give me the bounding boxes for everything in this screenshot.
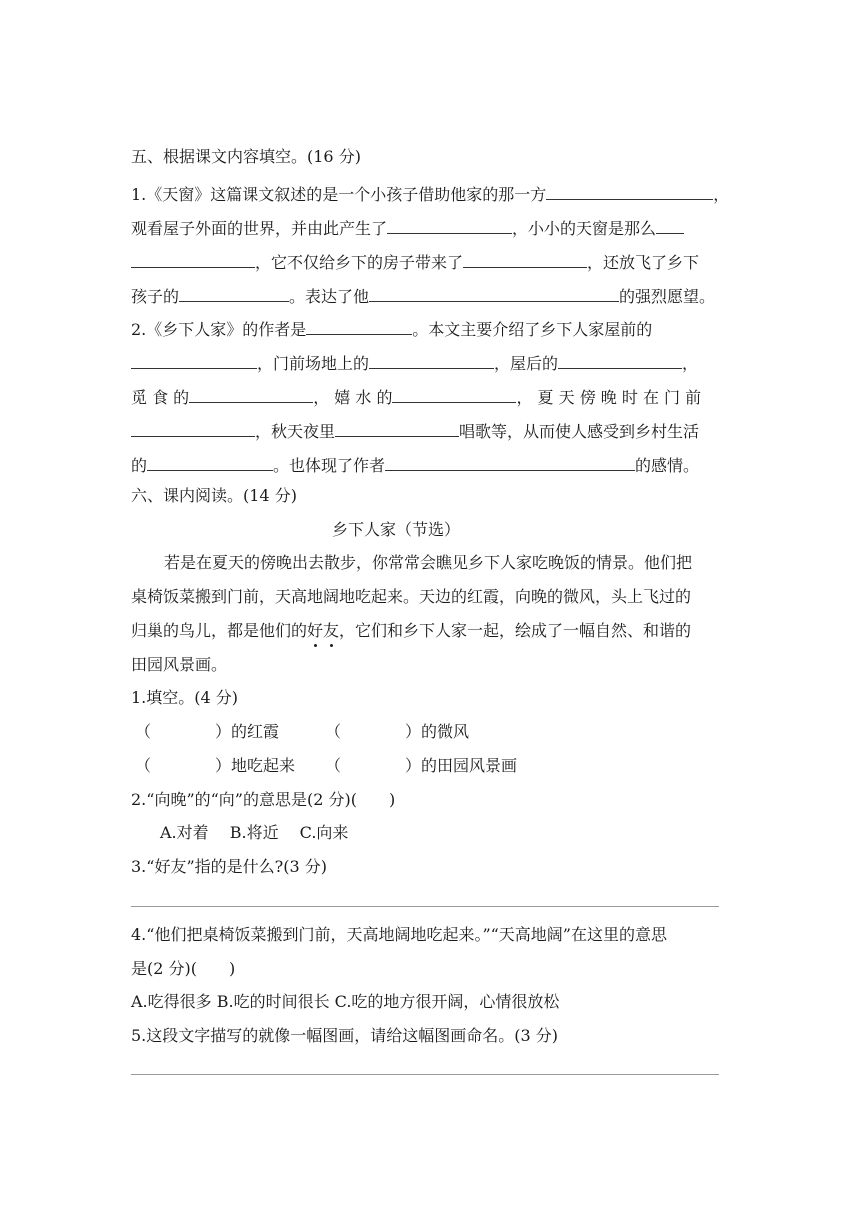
text: ，秋天夜里 [255,422,336,441]
s6-q5-label: 5.这段文字描写的就像一幅图画，请给这幅图画命名。(3 分) [131,1026,559,1045]
passage-line-1: 若是在夏天的傍晚出去散步，你常常会瞧见乡下人家吃晚饭的情景。他们把 [164,553,693,572]
s5-q2-line2 [131,352,698,372]
s5-q1-line4 [131,285,715,305]
fill-blank[interactable] [179,285,289,302]
s6-q4-line1: 4.“他们把桌椅饭菜搬到门前，天高地阔地吃起来。”“天高地阔”在这里的意思 [131,925,667,944]
s5-q1-line3 [131,251,699,271]
s5-q2-line1 [131,318,652,338]
s6-q4-options[interactable]: A.吃得很多 B.吃的时间很长 C.吃的地方很开阔，心情很放松 [131,992,560,1011]
s6-q4-line2: 是(2 分)( ) [131,959,236,978]
text: ， 嬉 水 的 [313,388,393,407]
passage-line-4: 田园风景画。 [131,655,228,674]
s5-q2-line4 [131,420,699,440]
passage-line-2: 桌椅饭菜搬到门前，天高地阔地吃起来。天边的红霞，向晚的微风，头上飞过的 [131,587,692,606]
passage-line-3 [131,621,691,641]
s6-q1-blank-b[interactable]: （ ）的微风 [325,722,470,741]
fill-blank[interactable] [463,251,587,268]
text: 觅 食 的 [131,388,190,407]
s5-q1-line1 [131,183,729,203]
text: ，它不仅给乡下的房子带来了 [255,253,464,272]
text: 的强烈愿望。 [619,287,716,306]
text: 观看屋子外面的世界，并由此产生了 [131,219,388,238]
fill-blank[interactable] [387,217,512,234]
fill-blank[interactable] [392,386,516,403]
text: ，屋后的 [494,354,559,373]
text: 。表达了他 [289,287,370,306]
fill-blank[interactable] [656,217,684,234]
fill-blank[interactable] [369,285,619,302]
s6-q1-blank-c[interactable]: （ ）地吃起来 [135,756,296,775]
section-6-heading: 六、课内阅读。(14 分) [131,486,297,505]
text: ， 夏 天 傍 晚 时 在 门 前 [516,388,702,407]
fill-blank[interactable] [385,454,635,471]
s5-q1-line2 [131,217,684,237]
text: 孩子的 [131,287,180,306]
fill-blank[interactable] [147,454,273,471]
fill-blank[interactable] [546,183,713,200]
fill-blank[interactable] [558,352,682,369]
fill-blank[interactable] [189,386,313,403]
text: 1.《天窗》这篇课文叙述的是一个小孩子借助他家的那一方 [131,185,547,204]
text: 的感情。 [635,456,700,475]
section-5-heading: 五、根据课文内容填空。(16 分) [131,147,361,166]
s6-q1-label: 1.填空。(4 分) [131,688,239,707]
s6-q2-options[interactable]: A.对着 B.将近 C.向来 [160,823,349,842]
text: 唱歌等，从而使人感受到乡村生活 [459,422,700,441]
emphasis-char: 好 [307,621,324,640]
s6-q3-label: 3.“好友”指的是什么?(3 分) [131,857,327,876]
text: ，还放飞了乡下 [587,253,700,272]
s6-q2-label: 2.“向晚”的“向”的意思是(2 分)( ) [131,790,396,809]
s5-q2-line5 [131,454,699,474]
text: ，门前场地上的 [257,354,370,373]
text: ，小小的天窗是那么 [512,219,657,238]
fill-blank[interactable] [369,352,494,369]
fill-blank[interactable] [306,318,412,335]
answer-line[interactable] [131,906,719,907]
passage-title: 乡下人家（节选） [332,520,461,539]
fill-blank[interactable] [131,420,255,437]
text: 2.《乡下人家》的作者是 [131,320,307,339]
fill-blank[interactable] [131,251,255,268]
text: ， [682,354,699,373]
s6-q1-blank-d[interactable]: （ ）的田园风景画 [325,756,518,775]
text: ， [713,185,730,204]
text: 。也体现了作者 [273,456,386,475]
answer-line[interactable] [131,1074,719,1075]
text: 的 [131,456,148,475]
s6-q1-blank-a[interactable]: （ ）的红霞 [135,722,280,741]
text: 。本文主要介绍了乡下人家屋前的 [412,320,653,339]
text: 归巢的鸟儿，都是他们的 [131,621,308,640]
emphasis-char: 友 [323,621,340,640]
s5-q2-line3 [131,386,701,406]
text: ，它们和乡下人家一起，绘成了一幅自然、和谐的 [339,621,692,640]
fill-blank[interactable] [335,420,459,437]
fill-blank[interactable] [131,352,257,369]
